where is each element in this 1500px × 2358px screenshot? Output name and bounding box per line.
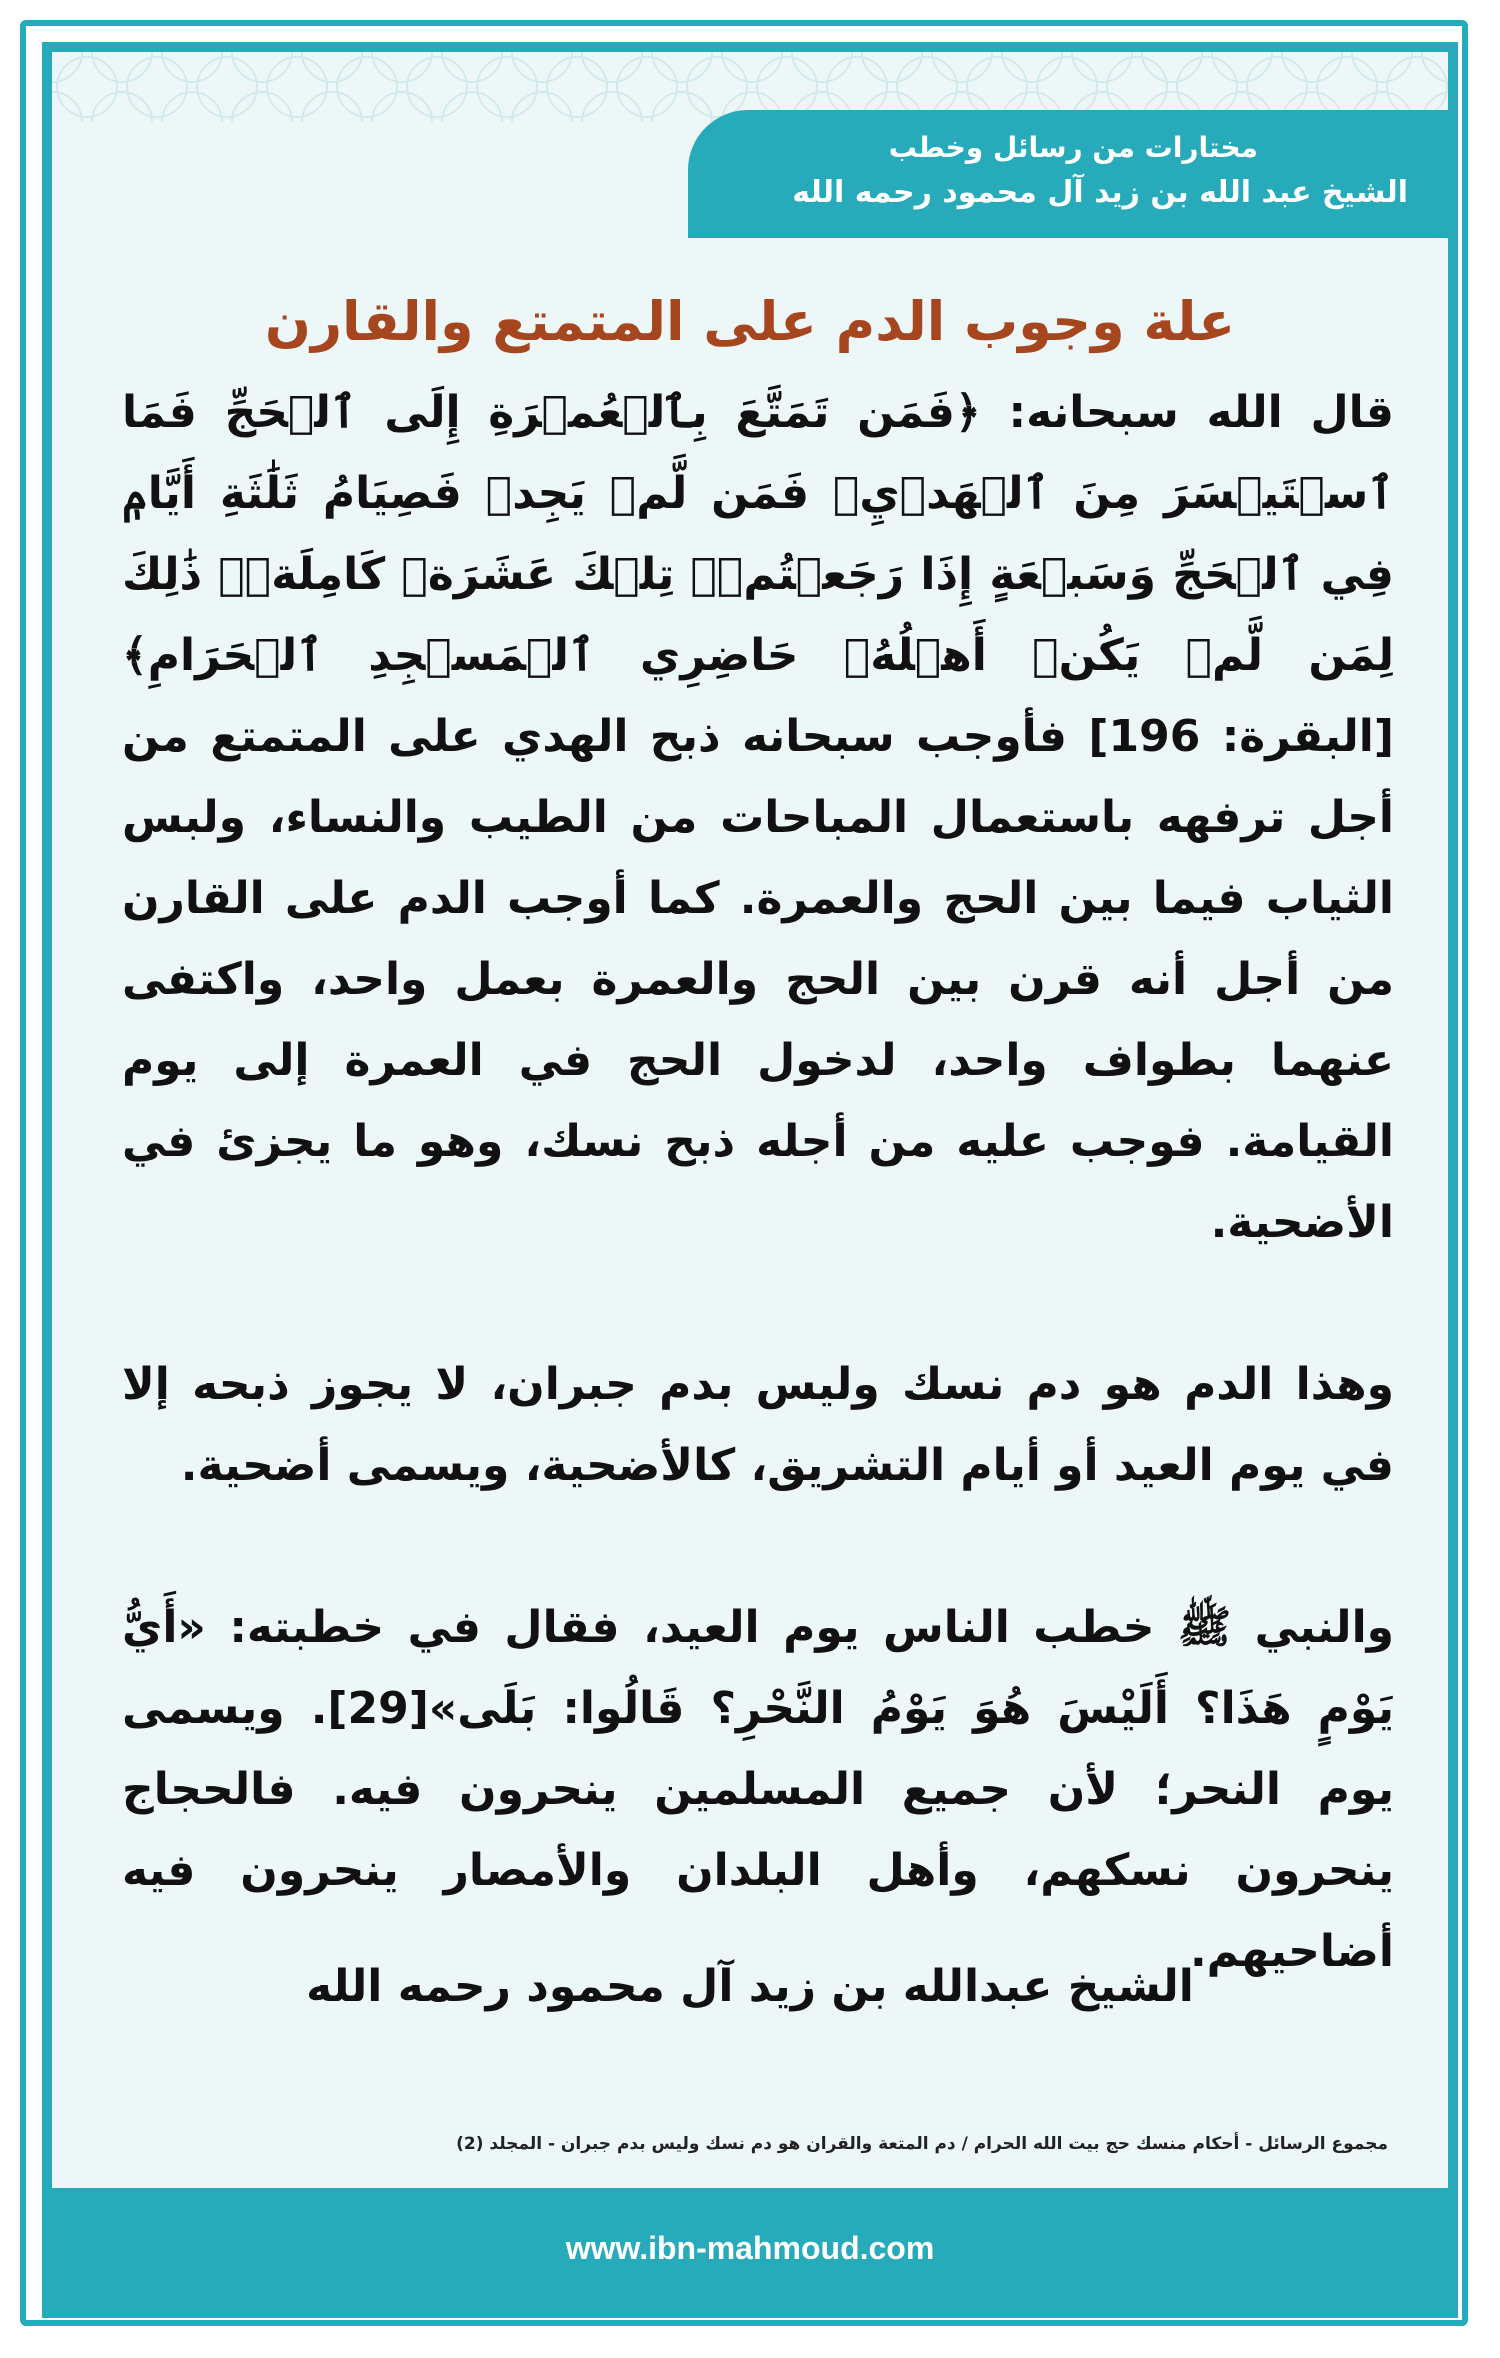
article-body: [122, 372, 1394, 2073]
header-collection-title: مختارات من رسائل وخطب: [888, 131, 1258, 164]
paragraph-3: والنبي ﷺ خطب الناس يوم العيد، فقال في خطبته: «أَيُّ يَوْمٍ هَذَا؟ أَلَيْسَ هُوَ يَوْمُ النَّحْرِ؟ قَالُوا: بَلَى»[29]. ويسمى يوم النحر؛ لأن جميع المسلمين ينحرون فيه. فالحجاج ينحرون نسكهم، وأهل البلدان والأمصار ينحرون فيه أضاحيهم.: [122, 1602, 1394, 1977]
source-citation: مجموع الرسائل - أحكام منسك حج بيت الله الحرام / دم المتعة والقران هو دم نسك وليس بدم جبران - المجلد (2): [456, 2134, 1388, 2154]
website-link[interactable]: www.ibn-mahmoud.com: [565, 2230, 935, 2266]
paragraph-1: قال الله سبحانه: ﴿فَمَن تَمَتَّعَ بِٱلۡعُمۡرَةِ إِلَى ٱلۡحَجِّ فَمَا ٱسۡتَيۡسَرَ مِنَ ٱلۡهَدۡيِۚ فَمَن لَّمۡ يَجِدۡ فَصِيَامُ ثَلَٰثَةِ أَيَّامٖ فِي ٱلۡحَجِّ وَسَبۡعَةٍ إِذَا رَجَعۡتُمۡۗ تِلۡكَ عَشَرَةٞ كَامِلَةٞۗ ذَٰلِكَ لِمَن لَّمۡ يَكُنۡ أَهۡلُهُۥ حَاضِرِي ٱلۡمَسۡجِدِ ٱلۡحَرَامِ﴾ [البقرة: 196] فأوجب سبحانه ذبح الهدي على المتمتع من أجل ترفهه باستعمال المباحات من الطيب والنساء، ولبس الثياب فيما بين الحج والعمرة. كما أوجب الدم على القارن من أجل أنه قرن بين الحج والعمرة بعمل واحد، واكتفى عنهما بطواف واحد، لدخول الحج في العمرة إلى يوم القيامة. فوجب عليه من أجله ذبح نسك، وهو ما يجزئ في الأضحية.: [122, 387, 1394, 1248]
author-signature: الشيخ عبدالله بن زيد آل محمود رحمه الله: [306, 1961, 1194, 2012]
footer-bar: [52, 2188, 1448, 2308]
card: [42, 42, 1458, 2318]
header-author: الشيخ عبد الله بن زيد آل محمود رحمه الله: [792, 175, 1408, 210]
page-title: علة وجوب الدم على المتمتع والقارن: [264, 290, 1236, 353]
paragraph-2: وهذا الدم هو دم نسك وليس بدم جبران، لا يجوز ذبحه إلا في يوم العيد أو أيام التشريق، كالأضحية، ويسمى أضحية.: [122, 1359, 1394, 1491]
header-banner: [688, 110, 1448, 238]
